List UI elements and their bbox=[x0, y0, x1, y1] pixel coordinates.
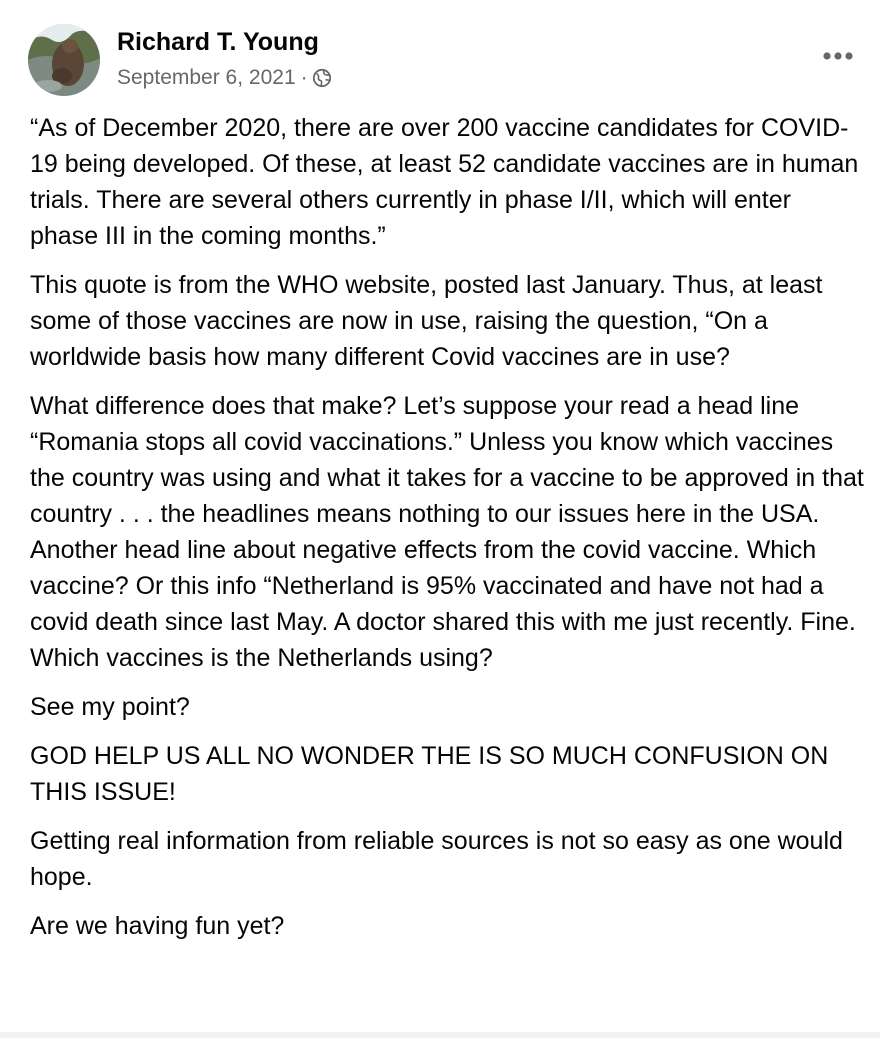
post-paragraph-4: See my point? bbox=[30, 693, 190, 721]
post-paragraph-6: Getting real information from reliable sources is not so easy as one would hope. bbox=[30, 827, 843, 891]
globe-icon[interactable] bbox=[312, 68, 332, 88]
author-name[interactable]: Richard T. Young bbox=[117, 28, 319, 56]
post-meta bbox=[117, 63, 332, 93]
post-paragraph-5: GOD HELP US ALL NO WONDER THE IS SO MUCH CONFUSION ON THIS ISSUE! bbox=[30, 742, 829, 806]
meta-separator: · bbox=[300, 66, 308, 89]
post-paragraph-3: What difference does that make? Let’s suppose your read a head line “Romania stops all covid vaccinations.” Unless you know which vaccines the country was using and what it takes for a vaccine to be approved in that country . . . the headlines means nothing to our issues here in the USA. Another head line about negative effects from the covid vaccine. Which vaccine? Or this info “Netherland is 95% vaccinated and have not had a covid death since last May. A doctor shared this with me just recently. Fine. Which vaccines is the Netherlands using? bbox=[30, 392, 864, 672]
bottom-divider bbox=[0, 1032, 880, 1038]
author-avatar[interactable] bbox=[28, 24, 100, 96]
post-paragraph-7: Are we having fun yet? bbox=[30, 912, 285, 940]
post-date[interactable]: September 6, 2021 bbox=[117, 66, 296, 89]
post-body bbox=[30, 110, 866, 957]
more-options-button[interactable] bbox=[818, 36, 858, 76]
post-header bbox=[0, 0, 880, 105]
post-paragraph-1: “As of December 2020, there are over 200 vaccine candidates for COVID-19 being developed. Of these, at least 52 candidate vaccines are in human trials. There are several others currently in phase I/II, which will enter phase III in the coming months.” bbox=[30, 114, 859, 250]
post-paragraph-2: This quote is from the WHO website, posted last January. Thus, at least some of those vaccines are now in use, raising the question, “On a worldwide basis how many different Covid vaccines are in use? bbox=[30, 271, 823, 371]
more-options-icon bbox=[822, 51, 854, 61]
avatar-photo bbox=[28, 24, 100, 96]
